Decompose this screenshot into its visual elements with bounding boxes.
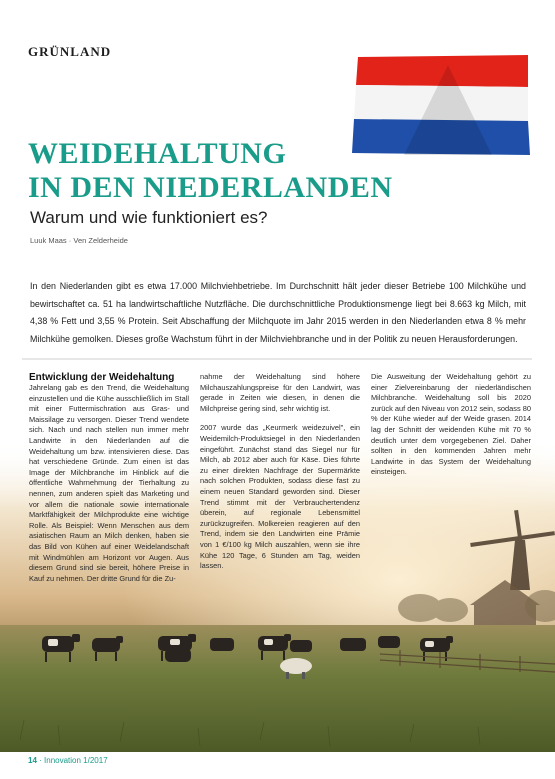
page-footer: [28, 756, 108, 765]
page-number: 14: [28, 756, 37, 765]
article-column-3: [371, 372, 531, 487]
footer-separator: ·: [39, 756, 45, 765]
section-heading: Entwicklung der Weidehaltung: [29, 372, 175, 383]
page-title: [28, 137, 393, 205]
article-column-1: [29, 372, 189, 593]
body-text: nahme der Weidehaltung sind höhere Milchauszahlungspreise für den Landwirt, was gerade in Zeiten wie diesen, in denen die Milchpreise gering sind, sehr wichtig ist.: [200, 372, 360, 413]
title-line-1: WEIDEHALTUNG: [28, 137, 287, 170]
authors: Luuk Maas · Ven Zelderheide: [30, 236, 128, 245]
body-text: 2007 wurde das „Keurmerk weidezuivel", ein Weidemilch-Produktsiegel in den Niederlanden eingeführt. Zunächst stand das Siegel nur für Milch, ab 2012 aber auch für Käse. Dies führte zu einer direkten Nachfrage der Supermärkte nach solchen Produkten, sodass diese fast zu einem neuen Standard geworden sind. Dieser Trend stimmt mit der Verbrauchertendenz überein, auf regionale Lebensmittel zurückzugreifen. Molkereien reagieren auf den Trend, indem sie den Landwirten eine Prämie von 1 €/100 kg Milch auszahlen, wenn sie ihre Kühe 120 Tage, 6 Stunden am Tag, weiden lassen.: [200, 423, 360, 571]
section-divider: [22, 358, 532, 360]
section-label: GRÜNLAND: [28, 44, 112, 59]
publication-name: Innovation 1/2017: [44, 756, 108, 765]
body-text: Die Ausweitung der Weidehaltung gehört zu einer Zielvereinbarung der niederländischen Milchbranche. Weidehaltung soll bis 2020 zurück auf den Niveau von 2012 sein, sodass 80 % der Kühe wieder auf der Weide grasen. 2014 lag der Schnitt der weidenden Kühe mit 70 % deutlich unter dem vorgegebenen Ziel. Daher sollten in den kommenden Jahren mehr Landwirte in das System der Weidehaltung einsteigen.: [371, 372, 531, 477]
subtitle: Warum und wie funktioniert es?: [30, 208, 268, 227]
lead-paragraph: In den Niederlanden gibt es etwa 17.000 Milchviehbetriebe. Im Durchschnitt hält jeder dieser Betriebe 100 Milchkühe und bewirtschaftet ca. 51 ha landwirtschaftliche Nutzfläche. Die durchschnittliche Produktionsmenge liegt bei 8.663 kg Milch, mit 4,38 % Fett und 3,55 % Protein. Seit Abschaffung der Milchquote im Jahr 2015 werden in den Niederlanden etwa 8 % mehr Milchkühe gemolken. Dieses große Wachstum führt in der Milchviehbranche und in der Politik zu neuen Herausforderungen.: [30, 281, 526, 344]
title-line-2: IN DEN NIEDERLANDEN: [28, 171, 393, 204]
article-column-2: [200, 372, 360, 581]
body-text: Jahrelang gab es den Trend, die Weidehaltung einzustellen und die Kühe ausschließlich im Stall mit einer Futtermischration aus Gras- und Maissilage zu versorgen. Dieser Trend wendete sich. Nach und nach stellen nun immer mehr Landwirte in den Niederlanden auf die Weidehaltung um bzw. intensivieren diese. Das hat verschiedene Gründe. Zum einen ist das Image der Milchbranche im Hinblick auf die öffentliche Wahrnehmung der Tierhaltung zu nennen, zum anderen spielt das Marketing und vor allem die nationale sowie internationale Marktfähigkeit der Milchprodukte eine wichtige Rolle. Als Beispiel: Wenn Menschen aus dem asiatischen Raum an Milch denken, haben sie das Bild von Kühen auf einer Weidelandschaft mit Windmühlen am Horizont vor Augen. Aus diesem Grund sind sie bereit, höhere Preise in Kauf zu nehmen. Der dritte Grund für die Zu-: [29, 383, 189, 583]
